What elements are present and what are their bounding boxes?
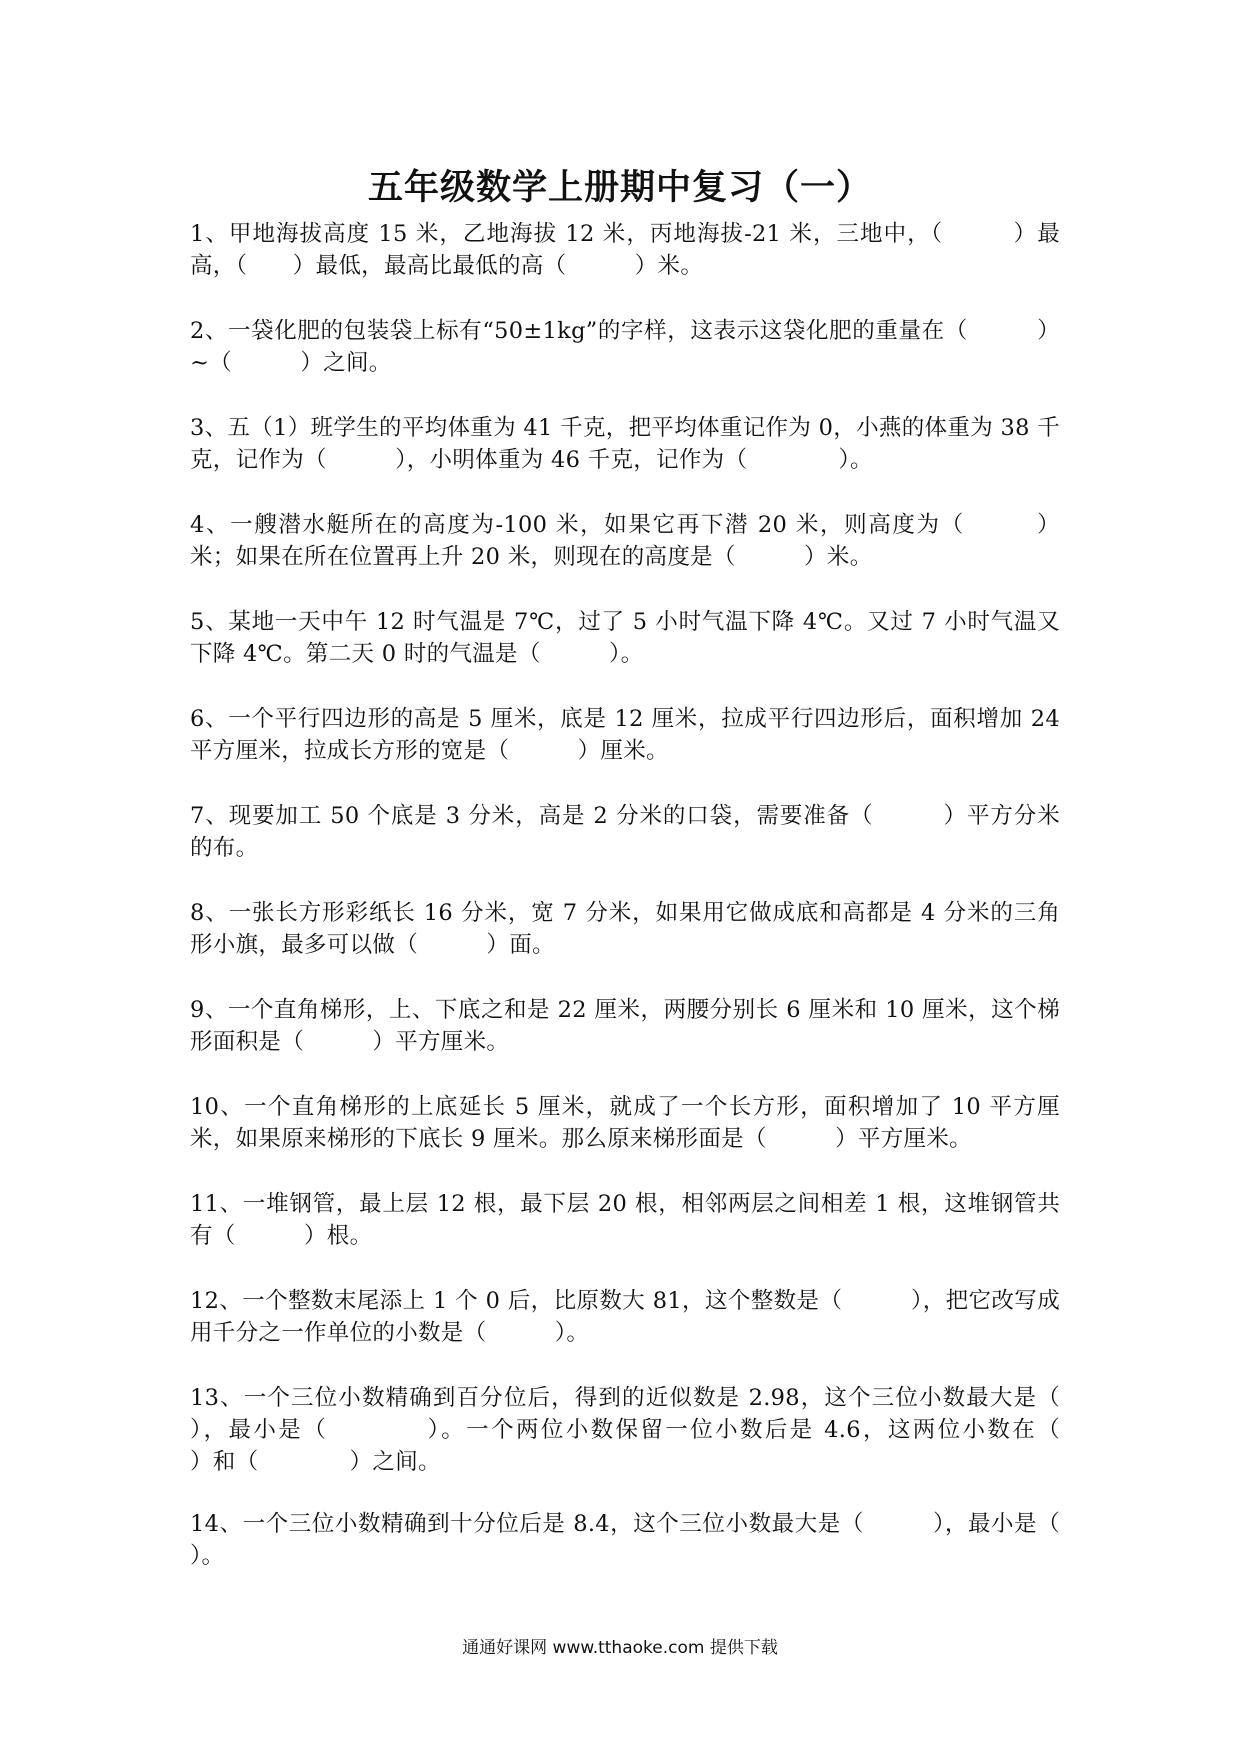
page-footer: 通通好课网 www.tthaoke.com 提供下载 xyxy=(462,1638,778,1658)
question-7: 7、现要加工 50 个底是 3 分米，高是 2 分米的口袋，需要准备（ ）平方分米的布。 xyxy=(190,803,1060,861)
question-1: 1、甲地海拔高度 15 米，乙地海拔 12 米，丙地海拔-21 米，三地中，（ ）最高，（ ）最低，最高比最低的高（ ）米。 xyxy=(190,221,1060,279)
question-6: 6、一个平行四边形的高是 5 厘米，底是 12 厘米，拉成平行四边形后，面积增加 24 平方厘米，拉成长方形的宽是（ ）厘米。 xyxy=(190,706,1060,764)
question-2: 2、一袋化肥的包装袋上标有“50±1kg”的字样，这表示这袋化肥的重量在（ ）~（ ）之间。 xyxy=(190,318,1060,376)
question-10: 10、一个直角梯形的上底延长 5 厘米，就成了一个长方形，面积增加了 10 平方厘米，如果原来梯形的下底长 9 厘米。那么原来梯形面是（ ）平方厘米。 xyxy=(190,1094,1060,1152)
question-11: 11、一堆钢管，最上层 12 根，最下层 20 根，相邻两层之间相差 1 根，这堆钢管共有（ ）根。 xyxy=(190,1191,1060,1249)
question-4: 4、一艘潜水艇所在的高度为-100 米，如果它再下潜 20 米，则高度为（ ）米；如果在所在位置再上升 20 米，则现在的高度是（ ）米。 xyxy=(190,512,1060,570)
question-14: 14、一个三位小数精确到十分位后是 8.4，这个三位小数最大是（ ），最小是（ ）。 xyxy=(190,1511,1129,1569)
question-3: 3、五（1）班学生的平均体重为 41 千克，把平均体重记作为 0，小燕的体重为 38 千克，记作为（ ），小明体重为 46 千克，记作为（ ）。 xyxy=(190,415,1060,473)
question-12: 12、一个整数末尾添上 1 个 0 后，比原数大 81，这个整数是（ ），把它改写成用千分之一作单位的小数是（ ）。 xyxy=(190,1288,1060,1346)
question-13: 13、一个三位小数精确到百分位后，得到的近似数是 2.98，这个三位小数最大是（ ），最小是（ ）。一个两位小数保留一位小数后是 4.6，这两位小数在（ ）和（ ）之间。 xyxy=(190,1385,1152,1475)
question-5: 5、某地一天中午 12 时气温是 7℃，过了 5 小时气温下降 4℃。又过 7 小时气温又下降 4℃。第二天 0 时的气温是（ ）。 xyxy=(190,609,1060,667)
question-9: 9、一个直角梯形，上、下底之和是 22 厘米，两腰分别长 6 厘米和 10 厘米，这个梯形面积是（ ）平方厘米。 xyxy=(190,997,1060,1055)
question-8: 8、一张长方形彩纸长 16 分米，宽 7 分米，如果用它做成底和高都是 4 分米的三角形小旗，最多可以做（ ）面。 xyxy=(190,900,1060,958)
question-list xyxy=(190,218,1152,1605)
page-title: 五年级数学上册期中复习（一） xyxy=(367,168,872,208)
